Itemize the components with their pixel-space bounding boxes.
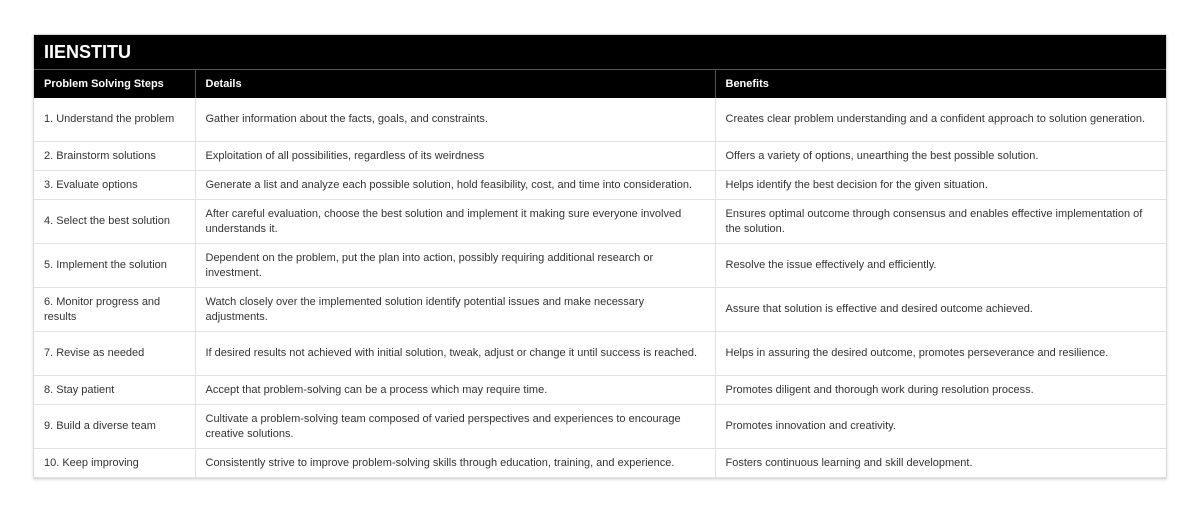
- benefits-cell: Fosters continuous learning and skill development.: [715, 449, 1166, 478]
- step-cell: 1. Understand the problem: [34, 98, 195, 142]
- benefits-cell: Ensures optimal outcome through consensus and enables effective implementation of the solution.: [715, 200, 1166, 244]
- table-row: [34, 244, 1166, 288]
- benefits-cell: Promotes diligent and thorough work during resolution process.: [715, 376, 1166, 405]
- table-row: [34, 98, 1166, 142]
- table-row: [34, 288, 1166, 332]
- table-row: [34, 405, 1166, 449]
- step-cell: 7. Revise as needed: [34, 332, 195, 376]
- table-title: IIENSTITU: [34, 35, 1166, 70]
- details-cell: Watch closely over the implemented solution identify potential issues and make necessary adjustments.: [195, 288, 715, 332]
- step-cell: 10. Keep improving: [34, 449, 195, 478]
- details-cell: After careful evaluation, choose the best solution and implement it making sure everyone involved understands it.: [195, 200, 715, 244]
- step-cell: 6. Monitor progress and results: [34, 288, 195, 332]
- problem-solving-table: [34, 70, 1166, 478]
- details-cell: Cultivate a problem-solving team composed of varied perspectives and experiences to encourage creative solutions.: [195, 405, 715, 449]
- table-row: [34, 200, 1166, 244]
- step-cell: 3. Evaluate options: [34, 171, 195, 200]
- header-details: Details: [195, 70, 715, 98]
- benefits-cell: Promotes innovation and creativity.: [715, 405, 1166, 449]
- problem-solving-table-card: [33, 34, 1167, 479]
- details-cell: If desired results not achieved with initial solution, tweak, adjust or change it until success is reached.: [195, 332, 715, 376]
- details-cell: Gather information about the facts, goals, and constraints.: [195, 98, 715, 142]
- table-header-row: [34, 70, 1166, 98]
- step-cell: 5. Implement the solution: [34, 244, 195, 288]
- header-steps: Problem Solving Steps: [34, 70, 195, 98]
- benefits-cell: Creates clear problem understanding and a confident approach to solution generation.: [715, 98, 1166, 142]
- table-row: [34, 332, 1166, 376]
- step-cell: 8. Stay patient: [34, 376, 195, 405]
- header-benefits: Benefits: [715, 70, 1166, 98]
- table-row: [34, 171, 1166, 200]
- benefits-cell: Helps in assuring the desired outcome, promotes perseverance and resilience.: [715, 332, 1166, 376]
- details-cell: Generate a list and analyze each possible solution, hold feasibility, cost, and time into consideration.: [195, 171, 715, 200]
- benefits-cell: Assure that solution is effective and desired outcome achieved.: [715, 288, 1166, 332]
- benefits-cell: Resolve the issue effectively and efficiently.: [715, 244, 1166, 288]
- benefits-cell: Offers a variety of options, unearthing the best possible solution.: [715, 142, 1166, 171]
- step-cell: 2. Brainstorm solutions: [34, 142, 195, 171]
- table-row: [34, 376, 1166, 405]
- table-row: [34, 142, 1166, 171]
- benefits-cell: Helps identify the best decision for the given situation.: [715, 171, 1166, 200]
- details-cell: Consistently strive to improve problem-solving skills through education, training, and experience.: [195, 449, 715, 478]
- table-row: [34, 449, 1166, 478]
- step-cell: 9. Build a diverse team: [34, 405, 195, 449]
- details-cell: Exploitation of all possibilities, regardless of its weirdness: [195, 142, 715, 171]
- step-cell: 4. Select the best solution: [34, 200, 195, 244]
- details-cell: Accept that problem-solving can be a process which may require time.: [195, 376, 715, 405]
- details-cell: Dependent on the problem, put the plan into action, possibly requiring additional research or investment.: [195, 244, 715, 288]
